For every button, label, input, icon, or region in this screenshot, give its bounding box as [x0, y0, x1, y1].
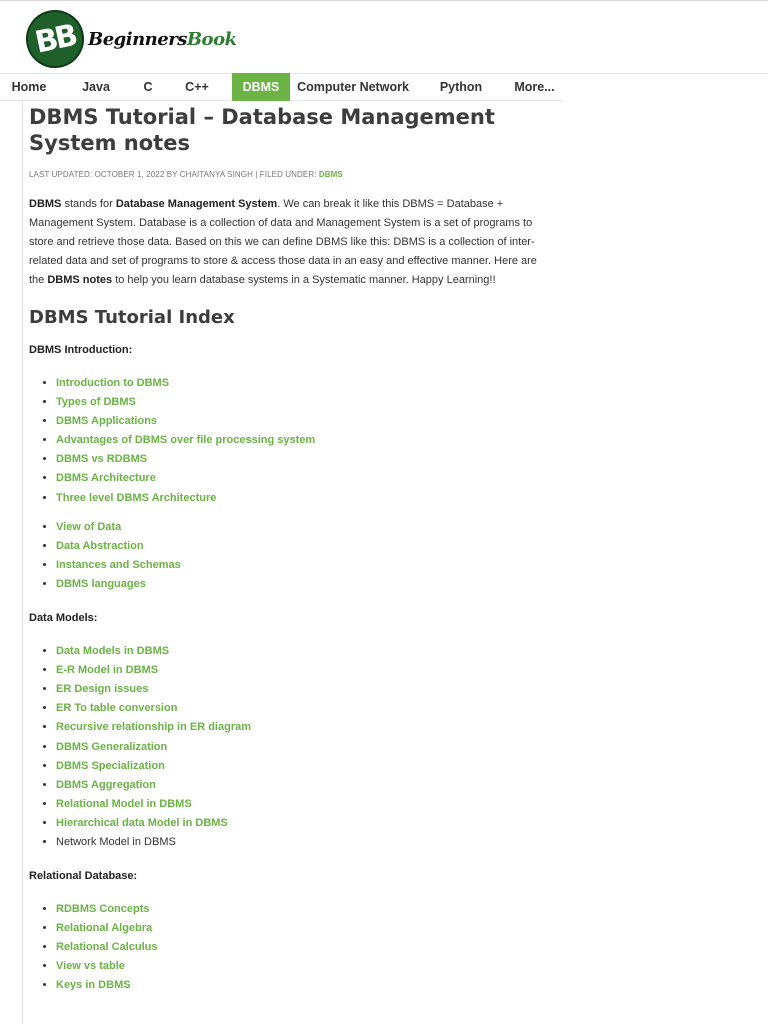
link-advantages-of-dbms[interactable]: Advantages of DBMS over file processing system [56, 434, 316, 447]
list-item [56, 814, 554, 833]
models-links-list [29, 642, 554, 852]
article [29, 104, 554, 996]
intro-text-3: to help you learn database systems in a Systematic manner. Happy Learning!! [112, 274, 496, 286]
link-instances-and-schemas[interactable]: Instances and Schemas [56, 558, 181, 571]
list-item [56, 900, 554, 919]
list-item [56, 537, 554, 556]
relational-links-list [29, 900, 554, 995]
link-introduction-to-dbms[interactable]: Introduction to DBMS [56, 377, 170, 389]
list-item [56, 919, 554, 938]
list-item [56, 795, 554, 814]
nav-item-python[interactable]: Python [439, 80, 483, 94]
list-item [56, 393, 554, 412]
list-item [56, 976, 554, 995]
list-item [56, 757, 554, 776]
list-item [56, 469, 554, 488]
link-relational-calculus[interactable]: Relational Calculus [56, 941, 158, 954]
link-recursive-relationship[interactable]: Recursive relationship in ER diagram [56, 721, 252, 734]
intro-term-notes: DBMS notes [47, 274, 113, 286]
intro-text-1: stands for [61, 198, 116, 210]
link-dbms-architecture[interactable]: DBMS Architecture [56, 472, 156, 485]
logo-text-main: Beginners [88, 28, 187, 50]
link-types-of-dbms[interactable]: Types of DBMS [56, 396, 136, 409]
link-hierarchical-model[interactable]: Hierarchical data Model in DBMS [56, 816, 228, 829]
list-item [56, 776, 554, 795]
logo-badge: BB [21, 5, 90, 74]
list-item [56, 575, 554, 594]
list-item [56, 642, 554, 661]
list-item [56, 431, 554, 450]
post-meta-category-link[interactable]: DBMS [318, 170, 343, 179]
list-item [56, 450, 554, 469]
intro-text-2: . We can break it like this DBMS = Database + Management System. Database is a collection of data and Management System is a set of programs to store and retrieve those data. Based on this we can define DBMS like this: DBMS is a collection of inter-related data and set of programs to store & access those data in an easy and effective manner. Here are the [29, 198, 537, 286]
list-item [56, 489, 554, 508]
nav-item-home[interactable]: Home [11, 80, 47, 94]
section-label-introduction: DBMS Introduction: [29, 344, 133, 356]
logo-text-accent: Book [186, 28, 237, 50]
link-er-to-table[interactable]: ER To table conversion [56, 702, 178, 715]
section-label-data-models: Data Models: [29, 612, 98, 625]
list-item [56, 518, 554, 537]
post-meta [29, 170, 554, 179]
list-item [56, 680, 554, 699]
intro-term-dbms: DBMS [29, 198, 62, 210]
list-item [56, 374, 554, 393]
nav-item-java[interactable]: Java [82, 80, 110, 94]
list-item [56, 412, 554, 431]
page-title: DBMS Tutorial – Database Management System notes [29, 105, 495, 155]
nav-item-c[interactable]: C [143, 80, 153, 94]
link-three-level-architecture[interactable]: Three level DBMS Architecture [56, 491, 217, 504]
link-aggregation[interactable]: DBMS Aggregation [56, 778, 156, 791]
link-data-abstraction[interactable]: Data Abstraction [56, 539, 144, 552]
site-header [0, 4, 768, 74]
link-specialization[interactable]: DBMS Specialization [56, 759, 165, 772]
main-nav [0, 73, 563, 101]
link-view-vs-table[interactable]: View vs table [56, 960, 125, 973]
intro-links-list [29, 374, 554, 508]
intro-term-full: Database Management System [115, 198, 278, 210]
index-heading: DBMS Tutorial Index [29, 307, 235, 328]
link-relational-algebra[interactable]: Relational Algebra [56, 922, 153, 935]
intro-paragraph [29, 195, 554, 290]
list-item [56, 938, 554, 957]
list-item-network-model: • Network Model in DBMS [56, 833, 554, 852]
link-data-models-in-dbms[interactable]: Data Models in DBMS [56, 645, 170, 658]
section-label-relational-database: Relational Database: [29, 870, 138, 883]
link-rdbms-concepts[interactable]: RDBMS Concepts [56, 903, 150, 916]
list-item [56, 718, 554, 737]
link-er-model[interactable]: E-R Model in DBMS [56, 664, 159, 677]
site-logo[interactable] [26, 10, 237, 68]
nav-item-computer-network[interactable]: Computer Network [297, 80, 409, 94]
link-generalization[interactable]: DBMS Generalization [56, 740, 168, 753]
link-er-design-issues[interactable]: ER Design issues [56, 683, 149, 696]
link-dbms-vs-rdbms[interactable]: DBMS vs RDBMS [56, 453, 148, 466]
intro-links-list-2 [29, 518, 554, 594]
list-item [56, 957, 554, 976]
link-dbms-applications[interactable]: DBMS Applications [56, 415, 158, 428]
nav-item-more[interactable]: More... [514, 80, 555, 94]
list-item [56, 738, 554, 757]
logo-wordmark [88, 29, 237, 50]
list-item [56, 556, 554, 575]
nav-item-cpp[interactable]: C++ [185, 80, 209, 94]
link-view-of-data[interactable]: View of Data [56, 520, 122, 533]
content-divider [22, 101, 23, 1024]
post-meta-updated: LAST UPDATED: OCTOBER 1, 2022 BY CHAITANYA SINGH | FILED UNDER: [29, 170, 317, 179]
list-item [56, 699, 554, 718]
link-keys-in-dbms[interactable]: Keys in DBMS [56, 979, 131, 992]
link-dbms-languages[interactable]: DBMS languages [56, 577, 146, 590]
nav-item-dbms[interactable]: DBMS [232, 73, 290, 101]
list-item [56, 661, 554, 680]
link-relational-model[interactable]: Relational Model in DBMS [56, 797, 192, 810]
